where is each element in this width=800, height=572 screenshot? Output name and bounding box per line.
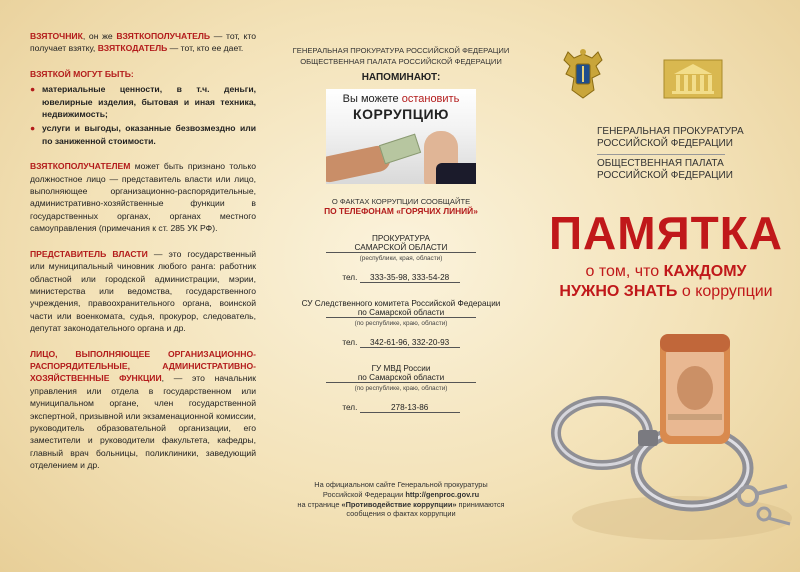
org1-line1: ГЕНЕРАЛЬНАЯ ПРОКУРАТУРА <box>597 126 744 137</box>
banknotes-icon <box>379 134 421 165</box>
contact-org: ГУ МВД России <box>371 364 431 373</box>
prosecutor-emblem-icon <box>562 48 604 102</box>
org1-line2: РОССИЙСКОЙ ФЕДЕРАЦИИ <box>597 138 733 149</box>
contact-org: ПРОКУРАТУРА <box>372 234 430 243</box>
subtitle <box>532 262 800 302</box>
handcuffs-money-illustration <box>542 318 800 548</box>
contact-region: САМАРСКОЙ ОБЛАСТИ <box>326 243 476 253</box>
list-item <box>30 83 256 120</box>
photo-caption-line1 <box>326 93 476 105</box>
money-roll-icon <box>660 334 730 444</box>
term-bribe-receiver: ВЗЯТКОПОЛУЧАТЕЛЬ <box>116 31 211 41</box>
contact-block-prosecutor <box>270 234 532 283</box>
contact-phone <box>270 338 532 348</box>
definition-authority <box>30 248 256 335</box>
phone-label: тел. <box>342 273 358 282</box>
bribe-types-heading: ВЗЯТКОЙ МОГУТ БЫТЬ: <box>30 68 134 79</box>
term-authority: ПРЕДСТАВИТЕЛЬ ВЛАСТИ <box>30 248 148 259</box>
footer-fragment: на странице <box>297 499 342 509</box>
hotline-heading: ПО ТЕЛЕФОНАМ «ГОРЯЧИХ ЛИНИЙ» <box>324 206 478 216</box>
header-org-1: ГЕНЕРАЛЬНАЯ ПРОКУРАТУРА РОССИЙСКОЙ ФЕДЕРАЦИИ <box>292 46 510 55</box>
org2-line1: ОБЩЕСТВЕННАЯ ПАЛАТА <box>597 158 724 169</box>
subtitle-emphasis: НУЖНО ЗНАТЬ <box>559 283 678 300</box>
list-item-text: услуги и выгоды, оказанные безвозмездно или по заниженной стоимости. <box>42 123 256 146</box>
term-bribe-giver: ВЗЯТКОДАТЕЛЬ <box>97 43 168 54</box>
term-official: ЛИЦО, ВЫПОЛНЯЮЩЕЕ ОРГАНИЗАЦИОННО-РАСПОРЯДИТЕЛЬНЫЕ, АДМИНИСТРАТИВНО-ХОЗЯЙСТВЕННЫЕ ФУНКЦИИ <box>30 348 256 384</box>
left-panel <box>0 0 270 572</box>
text-fragment: — тот, кто ее дает. <box>167 43 244 54</box>
contact-block-investigative <box>270 299 532 348</box>
contact-hint: (по республике, краю, области) <box>354 385 448 392</box>
contact-region: по Самарской области <box>326 373 476 383</box>
contact-block-police <box>270 364 532 413</box>
phone-number: 278-13-86 <box>360 403 460 413</box>
footer-line: На официальном сайте Генеральной прокуратуры <box>314 480 488 489</box>
organizations-block <box>597 126 744 182</box>
list-item-text: материальные ценности, в т.ч. деньги, ювелирные изделия, бытовая и иная техника, недвижимость; <box>42 84 256 120</box>
report-facts-text: О ФАКТАХ КОРРУПЦИИ СООБЩАЙТЕ <box>331 197 471 206</box>
bullet-icon: ● <box>30 123 36 134</box>
caption-fragment: Вы можете <box>342 93 402 105</box>
subtitle-emphasis: КАЖДОМУ <box>663 263 747 280</box>
contact-hint: (по республике, краю, области) <box>354 320 448 327</box>
header-org-2: ОБЩЕСТВЕННАЯ ПАЛАТА РОССИЙСКОЙ ФЕДЕРАЦИИ <box>300 56 502 66</box>
page-title: ПАМЯТКА <box>548 207 784 259</box>
website-info <box>290 480 512 519</box>
term-bribetaker: ВЗЯТОЧНИК <box>30 31 83 41</box>
list-item <box>30 122 256 147</box>
contact-hint: (республики, края, области) <box>359 255 443 262</box>
divider <box>597 154 725 155</box>
subtitle-fragment: о коррупции <box>677 283 773 300</box>
contact-org: СУ Следственного комитета Российской Федерации <box>301 299 501 308</box>
website-link[interactable]: http://genproc.gov.ru <box>405 489 480 499</box>
phone-number: 342-61-96, 332-20-93 <box>360 338 460 348</box>
definition-official <box>30 348 256 472</box>
bribe-types-list <box>30 83 256 147</box>
public-chamber-emblem-icon <box>662 58 724 100</box>
photo-caption-line2: КОРРУПЦИЮ <box>353 106 449 122</box>
text-fragment: , — это начальник управления или отдела в государственном или муниципальном органе, член государственной экспертной, призывной или экзаменационной комиссии, руководитель образовательной организации, его заместители и руководители факультета, кафедры, главный врач больницы, поликлиники, заведующий отделением и др. <box>30 373 256 471</box>
footer-fragment: Российской Федерации <box>322 489 406 499</box>
contact-region: по Самарской области <box>326 308 476 318</box>
org2-line2: РОССИЙСКОЙ ФЕДЕРАЦИИ <box>597 170 733 181</box>
contact-phone <box>270 273 532 283</box>
subtitle-fragment: о том, что <box>585 263 664 280</box>
footer-fragment: принимаются <box>456 499 505 509</box>
contact-phone <box>270 403 532 413</box>
phone-label: тел. <box>342 338 358 347</box>
bullet-icon: ● <box>30 84 36 95</box>
text-fragment: — это государственный или муниципальный чиновник любого ранга: работник областной или городской администрации, мэрии, министерства или ведомства, государственного учреждения, правоохранительного органа, воинской части или военкомата, судья, прокурор, следователь, депутат законодательного органа и др. <box>30 248 256 334</box>
caption-emphasis: остановить <box>401 93 460 105</box>
bribe-types-section <box>30 68 256 147</box>
middle-panel <box>270 0 532 572</box>
text-fragment: — тот, кто получает взятку, <box>30 31 256 54</box>
phone-number: 333-35-98, 333-54-28 <box>360 273 460 283</box>
anticorruption-page-link[interactable]: «Противодействие коррупции» <box>341 499 457 509</box>
right-panel <box>532 0 800 572</box>
stop-corruption-photo <box>326 89 476 184</box>
definition-receiver <box>30 160 256 234</box>
remind-heading: НАПОМИНАЮТ: <box>361 72 441 83</box>
term-receiver: ВЗЯТКОПОЛУЧАТЕЛЕМ <box>30 161 131 172</box>
sleeve-illustration <box>436 163 476 184</box>
text-fragment: может быть признано только должностное лицо — представитель власти или лицо, выполняющее организационно-распорядительные, административно-хозяйственные функции в государственных органах, органах местного самоуправления (примечания к ст. 285 УК РФ). <box>30 161 256 234</box>
phone-label: тел. <box>342 403 358 412</box>
text-fragment: , он же <box>82 31 117 41</box>
footer-line: сообщения о фактах коррупции <box>346 509 456 519</box>
definition-bribetaker <box>30 30 256 55</box>
